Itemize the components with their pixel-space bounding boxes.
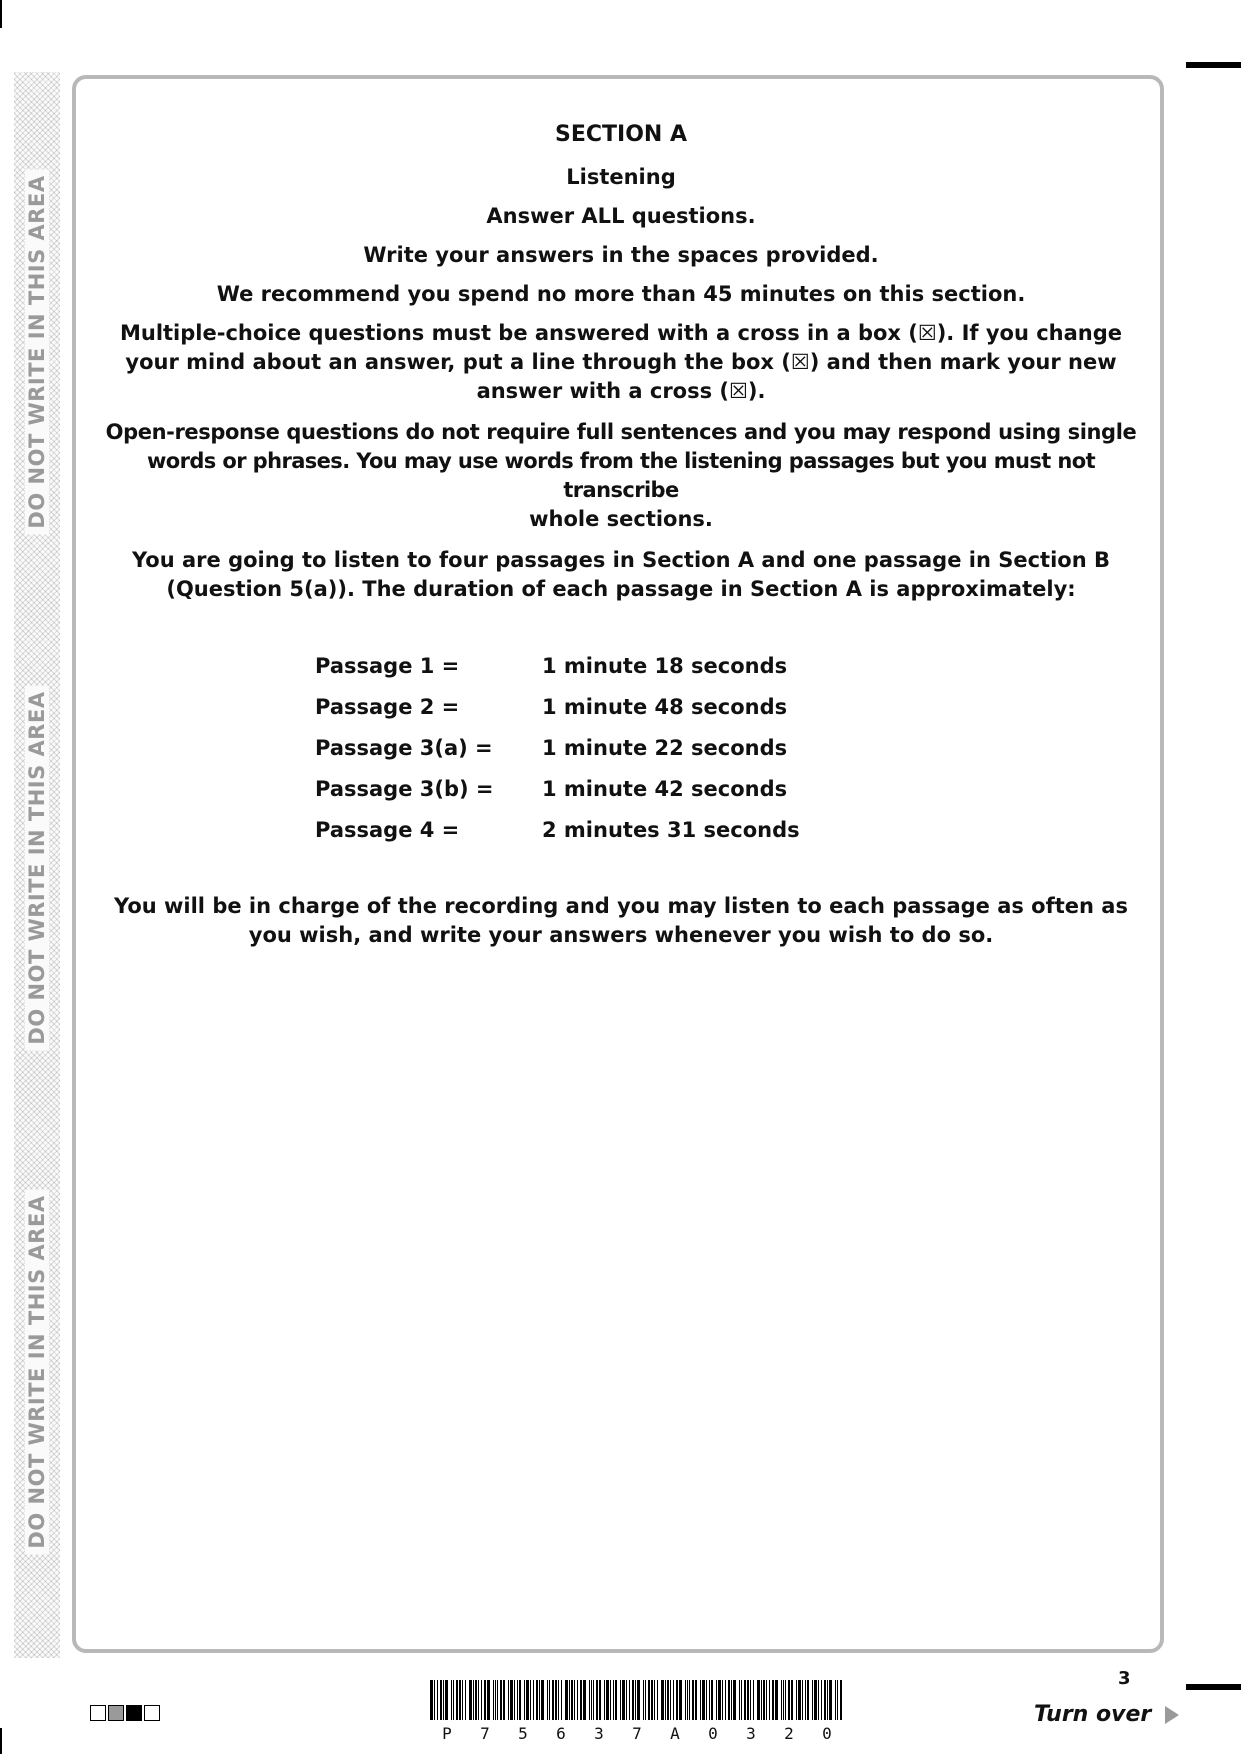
barcode-bar bbox=[503, 1680, 505, 1720]
section-subtitle: Listening bbox=[566, 165, 676, 189]
barcode-bar bbox=[481, 1680, 482, 1720]
do-not-write-label: DO NOT WRITE IN THIS AREA bbox=[25, 1189, 49, 1554]
barcode-char: 0 bbox=[822, 1724, 832, 1743]
barcode-bar bbox=[440, 1680, 442, 1720]
barcode-bar bbox=[571, 1680, 573, 1720]
crop-mark-right-bottom bbox=[1186, 1684, 1241, 1690]
barcode-bar bbox=[837, 1680, 838, 1720]
barcode-bar bbox=[574, 1680, 575, 1720]
barcode-bar bbox=[606, 1680, 609, 1720]
closing-line: You will be in charge of the recording and you may listen to each passage as often as bbox=[114, 894, 1128, 918]
barcode-bar bbox=[728, 1680, 730, 1720]
barcode-bar bbox=[835, 1680, 836, 1720]
barcode-bar bbox=[465, 1680, 466, 1720]
barcode-bar bbox=[552, 1680, 554, 1720]
multiple-choice-line: your mind about an answer, put a line through the box (☒) and then mark your new bbox=[125, 350, 1117, 374]
barcode-bar bbox=[632, 1680, 634, 1720]
barcode-bar bbox=[451, 1680, 452, 1720]
barcode-bar bbox=[533, 1680, 534, 1720]
passages-intro-line: You are going to listen to four passages in Section A and one passage in Section B bbox=[132, 548, 1110, 572]
crop-mark-bottom-left bbox=[0, 1728, 2, 1754]
passage-duration: 1 minute 18 seconds bbox=[542, 653, 788, 678]
barcode-bar bbox=[591, 1680, 592, 1720]
barcode-bar bbox=[692, 1680, 694, 1720]
barcode-char: 0 bbox=[708, 1724, 718, 1743]
barcode-bar bbox=[805, 1680, 806, 1720]
instruction-open-response bbox=[96, 418, 1146, 534]
tracking-box bbox=[108, 1705, 124, 1721]
barcode-bar bbox=[437, 1680, 438, 1720]
barcode-bar bbox=[827, 1680, 828, 1720]
barcode-bar bbox=[829, 1680, 832, 1720]
passage-row bbox=[315, 809, 875, 850]
tracking-box bbox=[126, 1705, 142, 1721]
barcode-bar bbox=[620, 1680, 621, 1720]
barcode-bar bbox=[547, 1680, 548, 1720]
instruction-multiple-choice bbox=[96, 319, 1146, 406]
barcode-bar bbox=[565, 1680, 568, 1720]
barcode-bar bbox=[798, 1680, 801, 1720]
barcode-bar bbox=[700, 1680, 701, 1720]
barcode-bar bbox=[459, 1680, 461, 1720]
tracking-box bbox=[144, 1705, 160, 1721]
barcode-bar bbox=[558, 1680, 559, 1720]
instructions-block bbox=[96, 120, 1146, 616]
barcode bbox=[428, 1680, 846, 1742]
barcode-bar bbox=[807, 1680, 809, 1720]
barcode-bar bbox=[783, 1680, 784, 1720]
barcode-bar bbox=[484, 1680, 486, 1720]
barcode-bar bbox=[495, 1680, 496, 1720]
barcode-char: 7 bbox=[480, 1724, 490, 1743]
barcode-char: 6 bbox=[556, 1724, 566, 1743]
barcode-char: P bbox=[442, 1724, 452, 1743]
barcode-bar bbox=[739, 1680, 740, 1720]
barcode-bar bbox=[747, 1680, 749, 1720]
crop-mark-right-top bbox=[1186, 62, 1241, 68]
barcode-bar bbox=[555, 1680, 557, 1720]
passage-label: Passage 3(b) = bbox=[315, 776, 494, 801]
passage-row bbox=[315, 768, 875, 809]
barcode-bar bbox=[766, 1680, 767, 1720]
barcode-bar bbox=[599, 1680, 601, 1720]
barcode-bar bbox=[541, 1680, 544, 1720]
section-title: SECTION A bbox=[554, 122, 687, 147]
barcode-bar bbox=[651, 1680, 653, 1720]
barcode-bar bbox=[615, 1680, 617, 1720]
barcode-bar bbox=[689, 1680, 690, 1720]
passage-duration: 1 minute 42 seconds bbox=[542, 776, 788, 801]
barcode-bar bbox=[840, 1680, 842, 1720]
barcode-bar bbox=[577, 1680, 578, 1720]
barcode-bar bbox=[791, 1680, 793, 1720]
barcode-bar bbox=[637, 1680, 640, 1720]
do-not-write-label: DO NOT WRITE IN THIS AREA bbox=[25, 685, 49, 1050]
multiple-choice-line: Multiple-choice questions must be answered with a cross in a box (☒). If you change bbox=[119, 321, 1123, 345]
barcode-bar bbox=[593, 1680, 594, 1720]
passage-label: Passage 1 = bbox=[315, 653, 460, 678]
instruction-timing: We recommend you spend no more than 45 minutes on this section. bbox=[216, 282, 1026, 306]
barcode-char: 7 bbox=[632, 1724, 642, 1743]
barcode-bar bbox=[718, 1680, 721, 1720]
barcode-bar bbox=[434, 1680, 435, 1720]
barcode-bar bbox=[685, 1680, 686, 1720]
barcode-bar bbox=[673, 1680, 674, 1720]
barcode-bar bbox=[741, 1680, 742, 1720]
barcode-bar bbox=[679, 1680, 682, 1720]
barcode-bar bbox=[702, 1680, 705, 1720]
barcode-bar bbox=[812, 1680, 813, 1720]
barcode-bar bbox=[781, 1680, 782, 1720]
barcode-char: 5 bbox=[518, 1724, 528, 1743]
barcode-bar bbox=[654, 1680, 655, 1720]
turn-over-label: Turn over bbox=[1034, 1702, 1152, 1727]
page-number: 3 bbox=[1118, 1668, 1131, 1689]
barcode-bar bbox=[725, 1680, 726, 1720]
passage-label: Passage 2 = bbox=[315, 694, 460, 719]
instruction-passages-intro bbox=[96, 546, 1146, 604]
instruction-spaces: Write your answers in the spaces provided. bbox=[363, 243, 879, 267]
barcode-bar bbox=[462, 1680, 463, 1720]
barcode-bar bbox=[665, 1680, 666, 1720]
barcode-bar bbox=[785, 1680, 786, 1720]
barcode-bar bbox=[676, 1680, 678, 1720]
closing-instructions bbox=[96, 892, 1146, 950]
barcode-bar bbox=[661, 1680, 664, 1720]
barcode-bar bbox=[750, 1680, 751, 1720]
barcode-bar bbox=[569, 1680, 570, 1720]
barcode-bar bbox=[648, 1680, 650, 1720]
barcode-bar bbox=[487, 1680, 490, 1720]
instruction-answer-all: Answer ALL questions. bbox=[486, 204, 756, 228]
passage-row bbox=[315, 645, 875, 686]
barcode-bar bbox=[589, 1680, 590, 1720]
barcode-bar bbox=[667, 1680, 669, 1720]
barcode-bar bbox=[453, 1680, 454, 1720]
barcode-bar bbox=[604, 1680, 605, 1720]
barcode-bar bbox=[814, 1680, 817, 1720]
barcode-bar bbox=[596, 1680, 598, 1720]
barcode-bar bbox=[445, 1680, 448, 1720]
barcode-bar bbox=[645, 1680, 646, 1720]
barcode-bar bbox=[772, 1680, 774, 1720]
do-not-write-label: DO NOT WRITE IN THIS AREA bbox=[25, 169, 49, 534]
barcode-bar bbox=[657, 1680, 658, 1720]
barcode-bar bbox=[731, 1680, 732, 1720]
barcode-bar bbox=[473, 1680, 474, 1720]
barcode-bar bbox=[493, 1680, 494, 1720]
barcode-bar bbox=[497, 1680, 498, 1720]
barcode-bar bbox=[744, 1680, 746, 1720]
barcode-bars bbox=[428, 1680, 846, 1722]
barcode-bar bbox=[478, 1680, 479, 1720]
barcode-bar bbox=[695, 1680, 697, 1720]
barcode-bar bbox=[549, 1680, 550, 1720]
barcode-bar bbox=[508, 1680, 509, 1720]
barcode-bar bbox=[818, 1680, 819, 1720]
barcode-bar bbox=[622, 1680, 625, 1720]
barcode-bar bbox=[733, 1680, 736, 1720]
tracking-boxes bbox=[90, 1705, 160, 1721]
barcode-bar bbox=[824, 1680, 826, 1720]
barcode-bar bbox=[443, 1680, 444, 1720]
barcode-bar bbox=[802, 1680, 803, 1720]
passage-label: Passage 3(a) = bbox=[315, 735, 493, 760]
barcode-bar bbox=[821, 1680, 822, 1720]
barcode-bar bbox=[539, 1680, 540, 1720]
barcode-bar bbox=[626, 1680, 627, 1720]
barcode-bar bbox=[716, 1680, 717, 1720]
barcode-bar bbox=[517, 1680, 518, 1720]
barcode-bar bbox=[763, 1680, 765, 1720]
open-response-line: Open-response questions do not require full sentences and you may respond using single bbox=[105, 420, 1137, 444]
barcode-bar bbox=[526, 1680, 529, 1720]
open-response-line: whole sections. bbox=[529, 507, 713, 531]
barcode-bar bbox=[580, 1680, 582, 1720]
passage-row bbox=[315, 727, 875, 768]
barcode-char: A bbox=[670, 1724, 680, 1743]
barcode-bar bbox=[500, 1680, 502, 1720]
barcode-bar bbox=[757, 1680, 760, 1720]
barcode-bar bbox=[583, 1680, 586, 1720]
barcode-bar bbox=[788, 1680, 790, 1720]
open-response-line: words or phrases. You may use words from the listening passages but you must not transcribe bbox=[146, 449, 1096, 502]
barcode-char: 3 bbox=[594, 1724, 604, 1743]
barcode-bar bbox=[709, 1680, 710, 1720]
passage-duration: 2 minutes 31 seconds bbox=[542, 817, 800, 842]
barcode-bar bbox=[430, 1680, 433, 1720]
barcode-bar bbox=[769, 1680, 770, 1720]
barcode-bar bbox=[536, 1680, 538, 1720]
turn-over-indicator bbox=[1034, 1702, 1179, 1727]
barcode-bar bbox=[514, 1680, 515, 1720]
barcode-bar bbox=[670, 1680, 671, 1720]
barcode-bar bbox=[635, 1680, 636, 1720]
barcode-bar bbox=[610, 1680, 611, 1720]
crop-mark-top-left bbox=[0, 0, 2, 28]
barcode-bar bbox=[706, 1680, 707, 1720]
passage-duration: 1 minute 48 seconds bbox=[542, 694, 788, 719]
passage-label: Passage 4 = bbox=[315, 817, 460, 842]
closing-line: you wish, and write your answers whenever you wish to do so. bbox=[248, 923, 994, 947]
barcode-bar bbox=[687, 1680, 688, 1720]
barcode-bar bbox=[475, 1680, 477, 1720]
barcode-bar bbox=[524, 1680, 525, 1720]
barcode-bar bbox=[510, 1680, 513, 1720]
barcode-bar bbox=[519, 1680, 521, 1720]
tracking-box bbox=[90, 1705, 106, 1721]
barcode-bar bbox=[643, 1680, 644, 1720]
barcode-bar bbox=[761, 1680, 762, 1720]
barcode-bar bbox=[629, 1680, 630, 1720]
barcode-bar bbox=[796, 1680, 797, 1720]
multiple-choice-line: answer with a cross (☒). bbox=[476, 379, 766, 403]
barcode-bar bbox=[456, 1680, 458, 1720]
play-arrow-icon bbox=[1165, 1706, 1179, 1724]
passage-row bbox=[315, 686, 875, 727]
barcode-bar bbox=[722, 1680, 723, 1720]
barcode-text bbox=[428, 1724, 846, 1743]
passage-durations-list bbox=[315, 645, 875, 850]
barcode-char: 3 bbox=[746, 1724, 756, 1743]
barcode-bar bbox=[613, 1680, 614, 1720]
passages-intro-line: (Question 5(a)). The duration of each passage in Section A is approximately: bbox=[166, 577, 1076, 601]
barcode-bar bbox=[561, 1680, 562, 1720]
barcode-bar bbox=[775, 1680, 778, 1720]
barcode-bar bbox=[753, 1680, 754, 1720]
barcode-char: 2 bbox=[784, 1724, 794, 1743]
barcode-bar bbox=[711, 1680, 713, 1720]
barcode-bar bbox=[469, 1680, 472, 1720]
passage-duration: 1 minute 22 seconds bbox=[542, 735, 788, 760]
barcode-bar bbox=[530, 1680, 531, 1720]
